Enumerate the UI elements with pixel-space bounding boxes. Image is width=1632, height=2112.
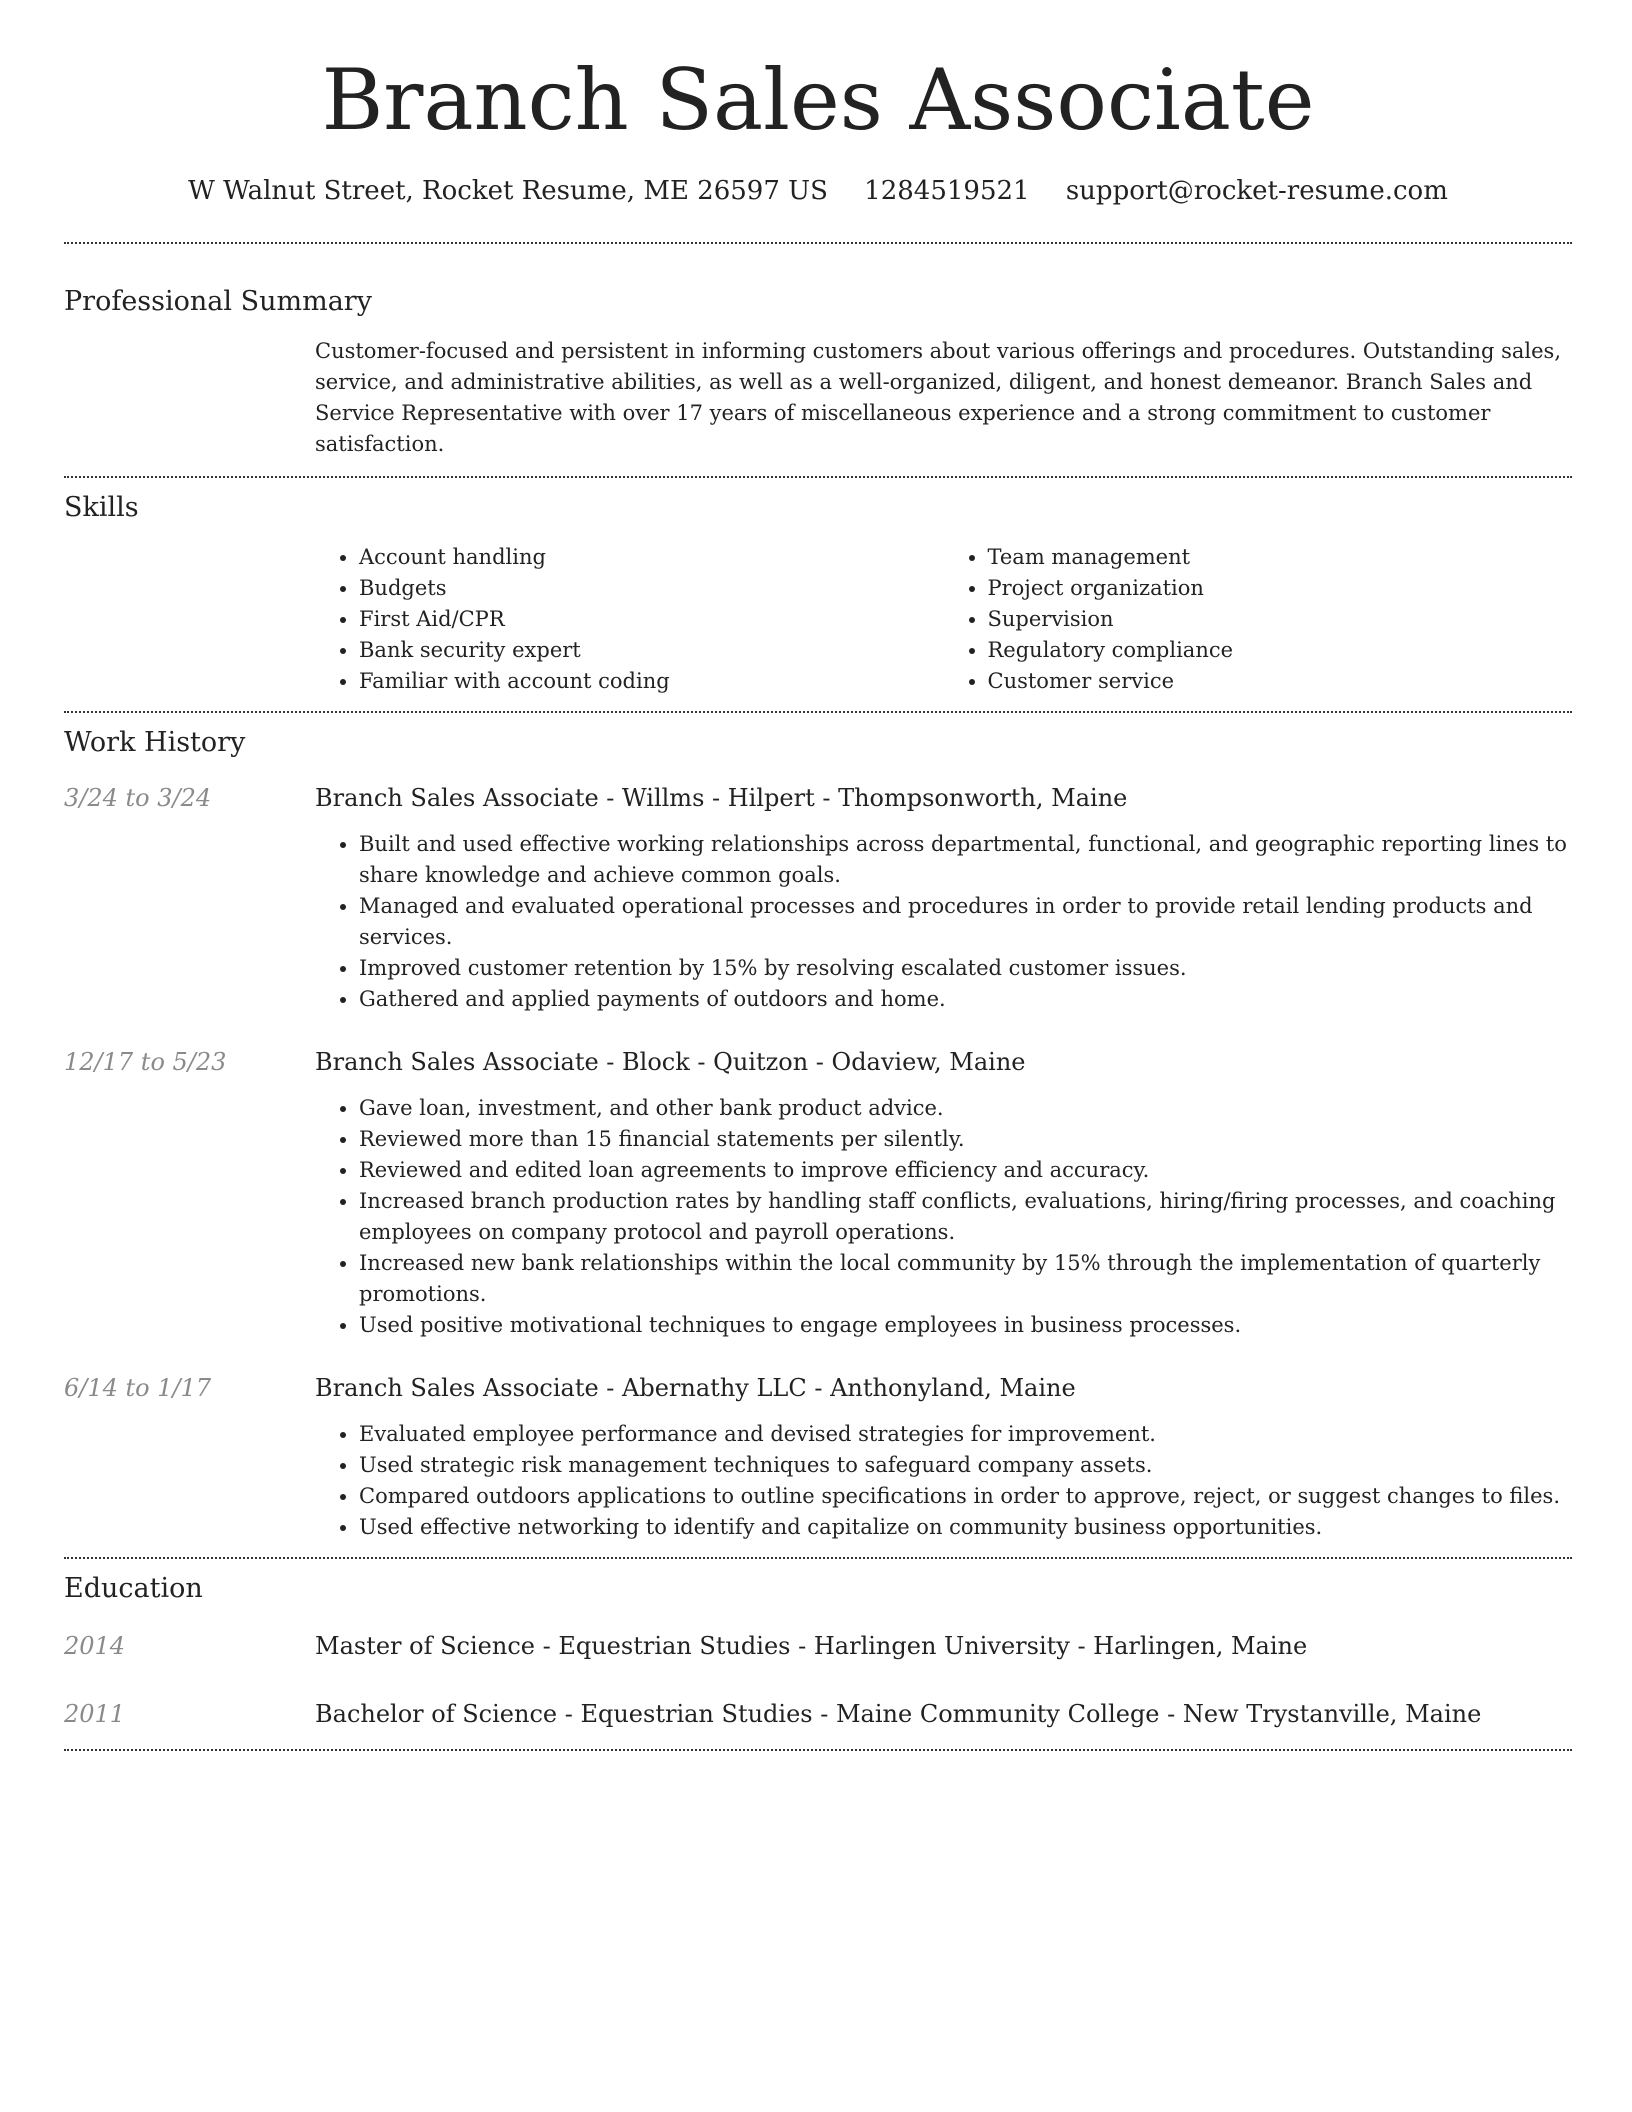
education-entry bbox=[64, 1697, 1572, 1731]
job-heading: Branch Sales Associate - Abernathy LLC - Anthonyland, Maine bbox=[315, 1374, 1076, 1402]
job-dates: 3/24 to 3/24 bbox=[64, 784, 212, 812]
skill-item: • Team management bbox=[988, 542, 1573, 573]
job-bullet: • Evaluated employee performance and devised strategies for improvement. bbox=[359, 1419, 1572, 1450]
divider bbox=[64, 1749, 1572, 1751]
work-section bbox=[64, 713, 1572, 1557]
job-dates: 12/17 to 5/23 bbox=[64, 1048, 227, 1076]
skill-item: • Customer service bbox=[988, 666, 1573, 697]
skill-item: • Account handling bbox=[359, 542, 944, 573]
job-entry bbox=[64, 1371, 1572, 1543]
work-title: Work History bbox=[64, 727, 246, 758]
job-bullet: • Gathered and applied payments of outdoors and home. bbox=[359, 984, 1572, 1015]
skill-item: • Familiar with account coding bbox=[359, 666, 944, 697]
contact-email: support@rocket-resume.com bbox=[1065, 176, 1448, 206]
job-bullet: • Improved customer retention by 15% by resolving escalated customer issues. bbox=[359, 953, 1572, 984]
contact-line bbox=[64, 174, 1572, 208]
education-section bbox=[64, 1559, 1572, 1749]
job-heading: Branch Sales Associate - Willms - Hilpert - Thompsonworth, Maine bbox=[315, 784, 1128, 812]
job-bullet: • Increased new bank relationships within the local community by 15% through the implementation of quarterly promotions. bbox=[359, 1248, 1572, 1310]
education-title: Education bbox=[64, 1573, 203, 1604]
job-header bbox=[64, 1045, 1572, 1079]
job-header bbox=[64, 1371, 1572, 1405]
job-bullet: • Compared outdoors applications to outline specifications in order to approve, reject, or suggest changes to files. bbox=[359, 1481, 1572, 1512]
skills-list-left bbox=[315, 542, 944, 697]
job-entry bbox=[64, 781, 1572, 1015]
job-bullet: • Managed and evaluated operational processes and procedures in order to provide retail lending products and services. bbox=[359, 891, 1572, 953]
job-bullet: • Gave loan, investment, and other bank product advice. bbox=[359, 1093, 1572, 1124]
job-entry bbox=[64, 1045, 1572, 1341]
skills-title: Skills bbox=[64, 492, 139, 523]
job-bullet: • Reviewed more than 15 financial statements per silently. bbox=[359, 1124, 1572, 1155]
education-degree: Bachelor of Science - Equestrian Studies - Maine Community College - New Trystanville, Maine bbox=[315, 1700, 1482, 1728]
job-bullet: • Used positive motivational techniques to engage employees in business processes. bbox=[359, 1310, 1572, 1341]
summary-section bbox=[64, 244, 1572, 476]
candidate-name: Branch Sales Associate bbox=[321, 51, 1315, 149]
job-dates: 6/14 to 1/17 bbox=[64, 1374, 212, 1402]
education-year: 2011 bbox=[64, 1700, 126, 1728]
education-degree: Master of Science - Equestrian Studies - Harlingen University - Harlingen, Maine bbox=[315, 1632, 1308, 1660]
skill-item: • Project organization bbox=[988, 573, 1573, 604]
skill-item: • Budgets bbox=[359, 573, 944, 604]
job-bullets bbox=[64, 1093, 1572, 1341]
summary-title: Professional Summary bbox=[64, 286, 372, 317]
skill-item: • First Aid/CPR bbox=[359, 604, 944, 635]
education-year: 2014 bbox=[64, 1632, 126, 1660]
skill-item: • Bank security expert bbox=[359, 635, 944, 666]
job-bullet: • Increased branch production rates by handling staff conflicts, evaluations, hiring/firing processes, and coaching employees on company protocol and payroll operations. bbox=[359, 1186, 1572, 1248]
skills-list-right bbox=[944, 542, 1573, 697]
skills-section bbox=[64, 478, 1572, 711]
job-heading: Branch Sales Associate - Block - Quitzon - Odaview, Maine bbox=[315, 1048, 1026, 1076]
skill-item: • Regulatory compliance bbox=[988, 635, 1573, 666]
contact-phone: 1284519521 bbox=[864, 176, 1030, 206]
job-bullets bbox=[64, 1419, 1572, 1543]
job-bullet: • Used effective networking to identify and capitalize on community business opportunities. bbox=[359, 1512, 1572, 1543]
job-bullet: • Reviewed and edited loan agreements to improve efficiency and accuracy. bbox=[359, 1155, 1572, 1186]
job-header bbox=[64, 781, 1572, 815]
resume-page bbox=[64, 0, 1572, 1751]
summary-text: Customer-focused and persistent in informing customers about various offerings and procedures. Outstanding sales, service, and administrative abilities, as well as a well-organized, diligent, and honest demeanor. Branch Sales and Service Representative with over 17 years of miscellaneous experience and a strong commitment to customer satisfaction. bbox=[315, 339, 1562, 456]
contact-address: W Walnut Street, Rocket Resume, ME 26597 US bbox=[188, 176, 828, 206]
job-bullets bbox=[64, 829, 1572, 1015]
education-entry bbox=[64, 1629, 1572, 1663]
skills-columns bbox=[64, 542, 1572, 697]
skill-item: • Supervision bbox=[988, 604, 1573, 635]
job-bullet: • Used strategic risk management techniques to safeguard company assets. bbox=[359, 1450, 1572, 1481]
job-bullet: • Built and used effective working relationships across departmental, functional, and geographic reporting lines to share knowledge and achieve common goals. bbox=[359, 829, 1572, 891]
